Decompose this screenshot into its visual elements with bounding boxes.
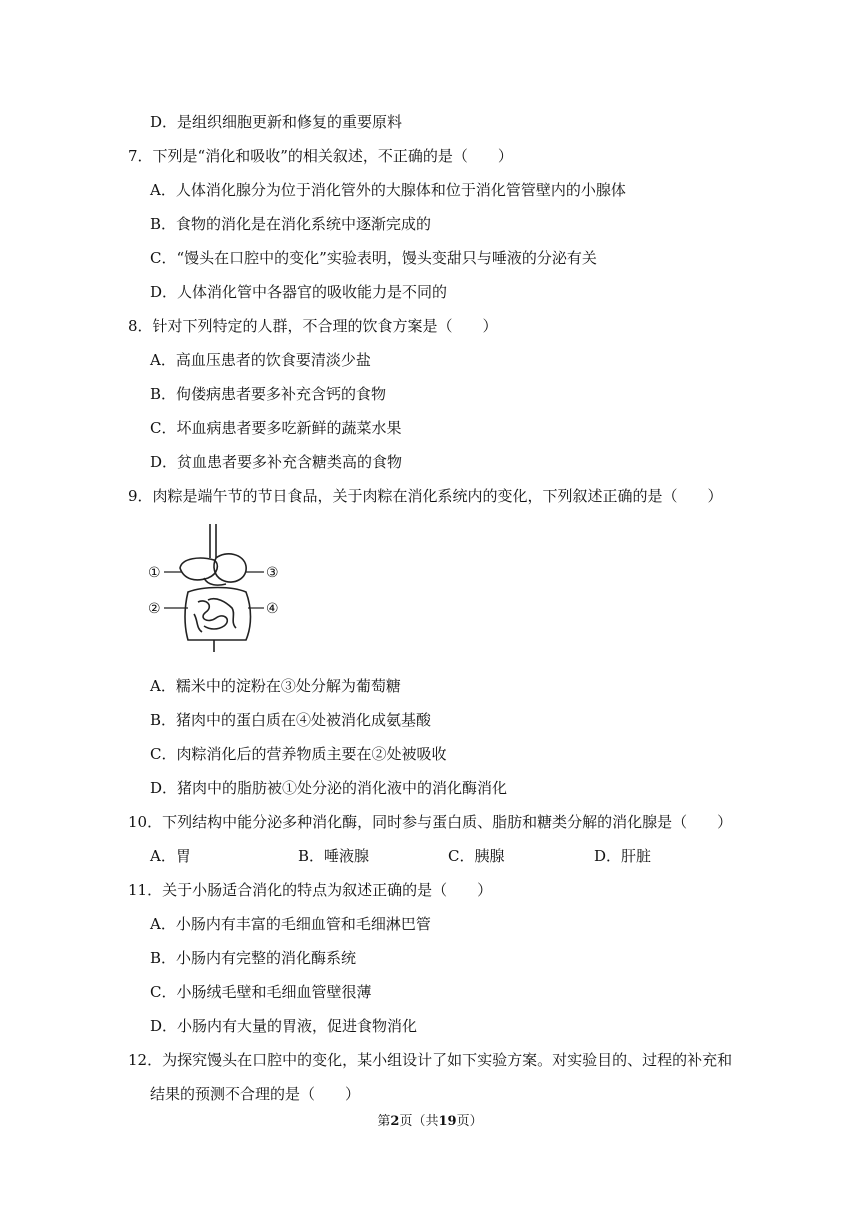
footer-total-pages: 19 (438, 1114, 457, 1129)
q11-stem: 11．关于小肠适合消化的特点为叙述正确的是（ ） (128, 881, 493, 899)
q10-option-b: B．唾液腺 (298, 847, 370, 865)
q11-option-a: A．小肠内有丰富的毛细血管和毛细淋巴管 (150, 915, 431, 933)
footer-middle: 页（共 (399, 1114, 439, 1129)
q10-stem: 10．下列结构中能分泌多种消化酶，同时参与蛋白质、脂肪和糖类分解的消化腺是（ ） (128, 813, 733, 831)
footer-prefix: 第 (377, 1114, 391, 1129)
q7-option-a: A．人体消化腺分为位于消化管外的大腺体和位于消化管管壁内的小腺体 (150, 181, 626, 199)
q12-stem-line1: 12．为探究馒头在口腔中的变化，某小组设计了如下实验方案。对实验目的、过程的补充和 (128, 1051, 733, 1069)
page-footer (0, 1110, 860, 1129)
q10-option-a: A．胃 (150, 847, 191, 865)
q10-option-d: D．肝脏 (594, 847, 652, 865)
q10-option-c: C．胰腺 (448, 847, 505, 865)
q9-option-a: A．糯米中的淀粉在③处分解为葡萄糖 (150, 677, 401, 695)
q6-option-d: D．是组织细胞更新和修复的重要原料 (150, 113, 403, 131)
q7-option-d: D．人体消化管中各器官的吸收能力是不同的 (150, 283, 448, 301)
footer-suffix: 页） (456, 1114, 483, 1129)
figure-label-4: ④ (266, 601, 279, 617)
q11-option-d: D．小肠内有大量的胃液，促进食物消化 (150, 1017, 418, 1035)
q7-stem: 7．下列是“消化和吸收”的相关叙述，不正确的是（ ） (128, 147, 513, 165)
q8-stem: 8．针对下列特定的人群，不合理的饮食方案是（ ） (128, 317, 498, 335)
q8-option-a: A．高血压患者的饮食要清淡少盐 (150, 351, 371, 369)
q9-option-d: D．猪肉中的脂肪被①处分泌的消化液中的消化酶消化 (150, 779, 508, 797)
q8-option-d: D．贫血患者要多补充含糖类高的食物 (150, 453, 403, 471)
q9-stem: 9．肉粽是端午节的节日食品，关于肉粽在消化系统内的变化，下列叙述正确的是（ ） (128, 487, 723, 505)
q7-option-c: C．“馒头在口腔中的变化”实验表明，馒头变甜只与唾液的分泌有关 (150, 249, 597, 267)
q11-option-b: B．小肠内有完整的消化酶系统 (150, 949, 357, 967)
q8-option-c: C．坏血病患者要多吃新鲜的蔬菜水果 (150, 419, 402, 437)
q12-stem-line2: 结果的预测不合理的是（ ） (150, 1085, 361, 1103)
figure-label-2: ② (148, 601, 161, 617)
q9-option-b: B．猪肉中的蛋白质在④处被消化成氨基酸 (150, 711, 432, 729)
q11-option-c: C．小肠绒毛壁和毛细血管壁很薄 (150, 983, 372, 1001)
footer-page-number: 2 (390, 1114, 400, 1129)
q9-option-c: C．肉粽消化后的营养物质主要在②处被吸收 (150, 745, 447, 763)
q8-option-b: B．佝偻病患者要多补充含钙的食物 (150, 385, 387, 403)
figure-label-3: ③ (266, 565, 279, 581)
figure-label-1: ① (148, 565, 161, 581)
digestive-system-figure (148, 522, 288, 654)
q7-option-b: B．食物的消化是在消化系统中逐渐完成的 (150, 215, 432, 233)
